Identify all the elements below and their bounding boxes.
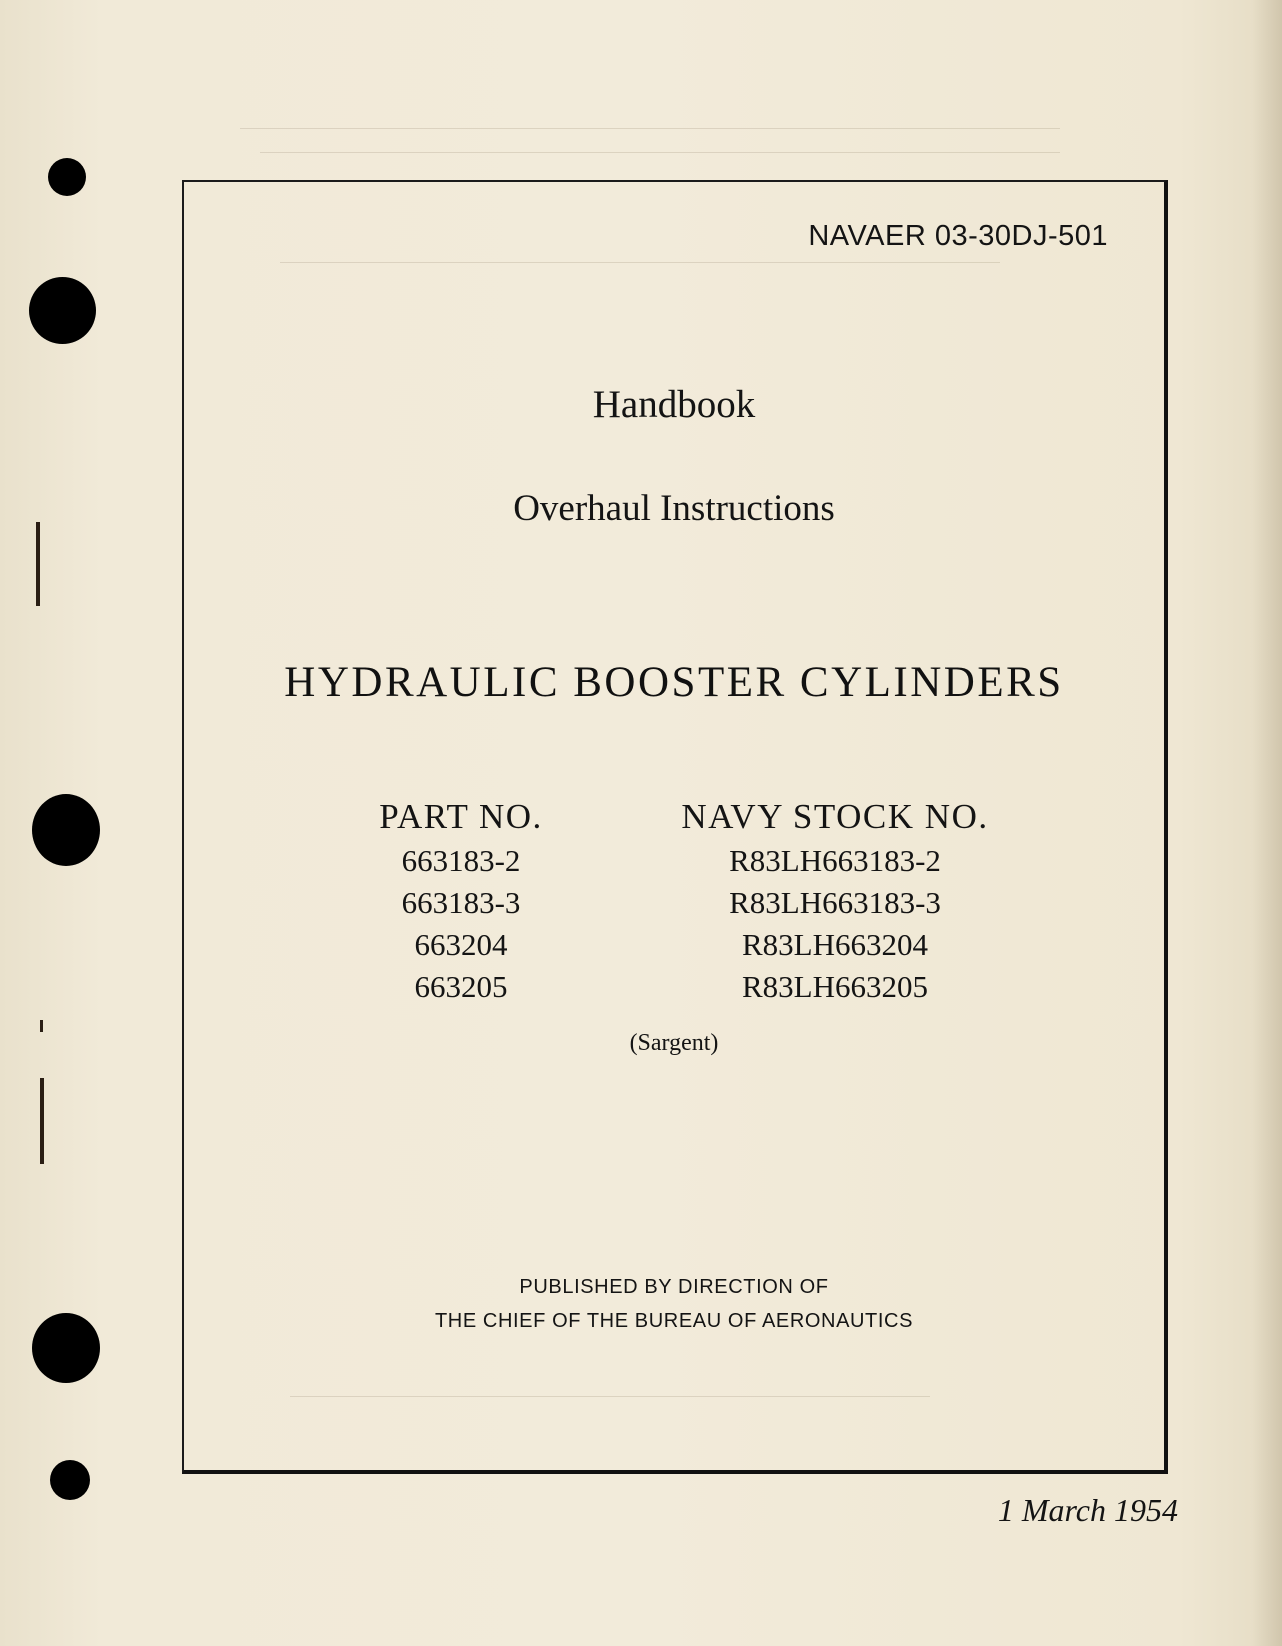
show-through-line <box>240 128 1060 129</box>
part-number-column <box>361 794 561 1008</box>
handbook-heading: Handbook <box>592 383 756 426</box>
binder-hole-icon <box>29 277 96 344</box>
part-number-item: 663183-3 <box>401 885 521 920</box>
document-title: HYDRAULIC BOOSTER CYLINDERS <box>284 659 1064 706</box>
publisher-line: THE CHIEF OF THE BUREAU OF AERONAUTICS <box>434 1310 914 1332</box>
staple-mark-icon <box>40 1078 44 1164</box>
document-subtitle: Overhaul Instructions <box>513 488 835 529</box>
binder-hole-icon <box>48 158 86 196</box>
cover-frame <box>182 180 1168 1474</box>
stock-number-header: NAVY STOCK NO. <box>681 797 989 836</box>
publisher-line: PUBLISHED BY DIRECTION OF <box>519 1276 829 1298</box>
part-number-item: 663204 <box>414 927 508 962</box>
manufacturer-name: (Sargent) <box>629 1030 719 1056</box>
binder-hole-icon <box>32 794 100 866</box>
part-number-item: 663183-2 <box>401 843 521 878</box>
staple-mark-icon <box>40 1020 43 1032</box>
stock-number-item: R83LH663204 <box>742 927 928 962</box>
part-number-header: PART NO. <box>379 797 543 836</box>
stock-number-item: R83LH663183-3 <box>729 885 941 920</box>
publisher-statement <box>184 1270 1164 1338</box>
page-edge-shadow <box>1252 0 1282 1646</box>
stock-number-item: R83LH663205 <box>742 969 928 1004</box>
binder-hole-icon <box>50 1460 90 1500</box>
staple-mark-icon <box>36 522 40 606</box>
stock-number-item: R83LH663183-2 <box>729 843 941 878</box>
show-through-line <box>260 152 1060 153</box>
stock-number-column <box>670 794 1000 1008</box>
binder-hole-icon <box>32 1313 100 1383</box>
publication-date: 1 March 1954 <box>997 1492 1178 1528</box>
part-number-item: 663205 <box>414 969 508 1004</box>
document-number: NAVAER 03-30DJ-501 <box>808 220 1108 252</box>
